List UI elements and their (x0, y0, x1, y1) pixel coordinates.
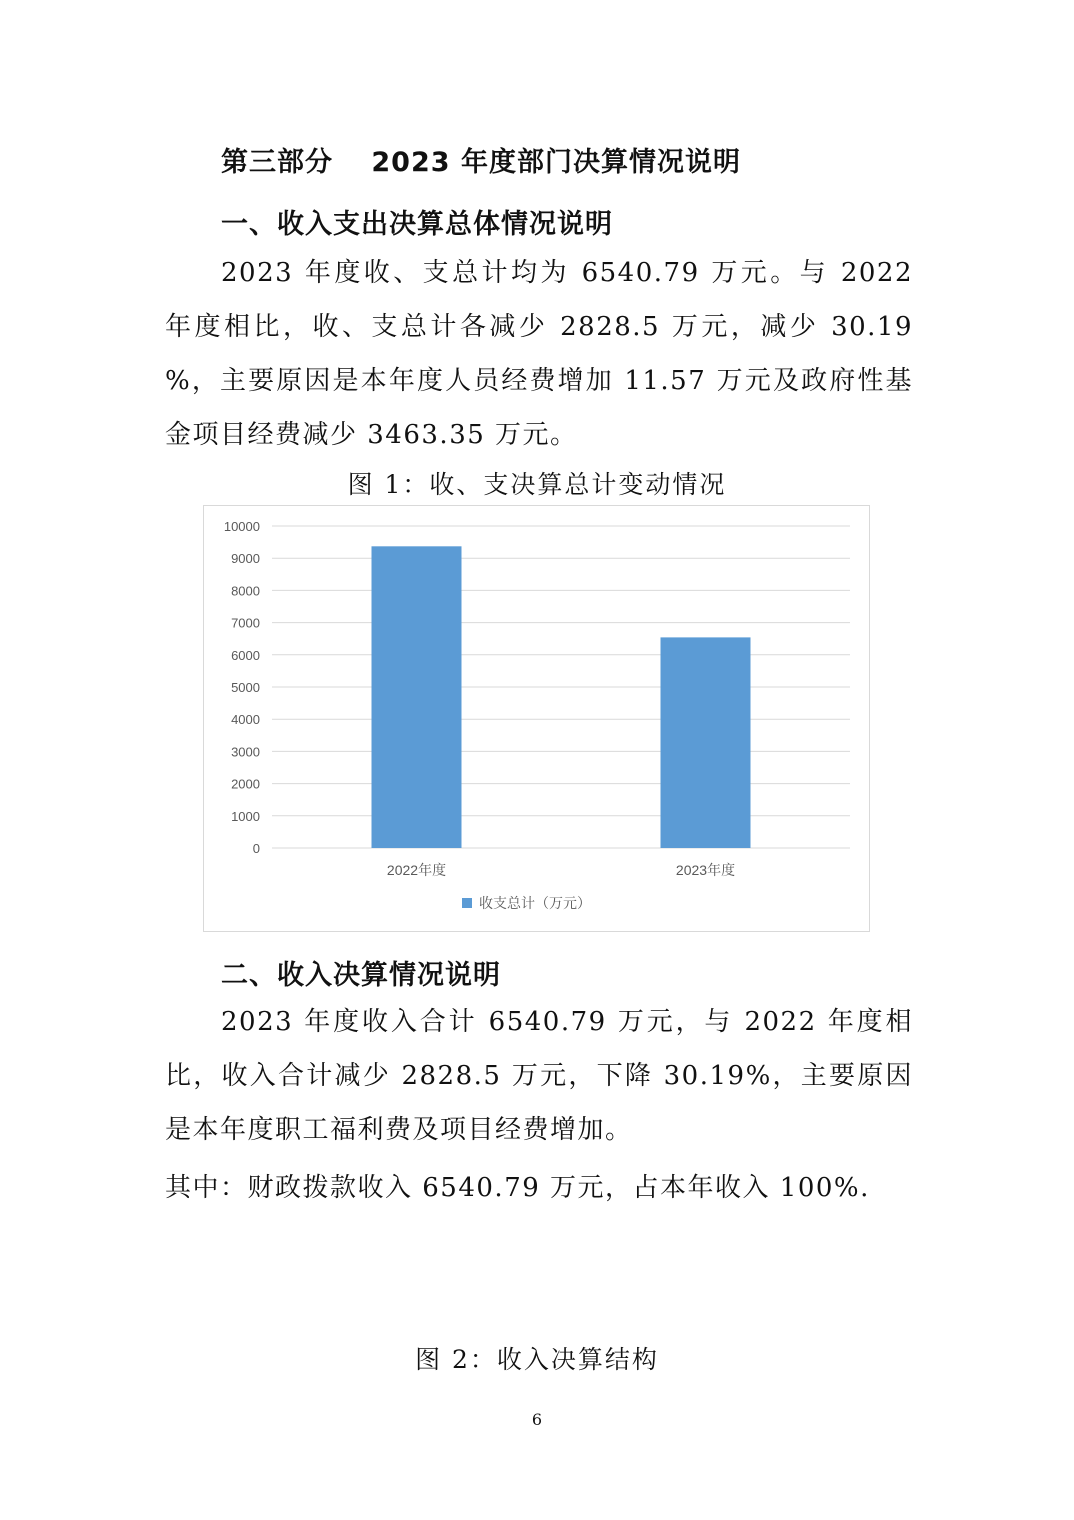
y-tick-label: 5000 (231, 680, 260, 695)
section1-paragraph: 2023 年度收、支总计均为 6540.79 万元。与 2022 年度相比，收、支总计各减少 2828.5 万元，减少 30.19 %，主要原因是本年度人员经费增加 11.57 万元及政府性基金项目经费减少 3463.35 万元。 (165, 258, 913, 450)
x-category-label: 2022年度 (386, 862, 447, 878)
part-heading: 第三部分 2023 年度部门决算情况说明 (221, 147, 741, 178)
legend-label: 收支总计（万元） (479, 895, 591, 911)
bar-2 (661, 637, 751, 848)
y-tick-label: 6000 (231, 647, 260, 663)
y-tick-label: 9000 (231, 551, 260, 567)
section1-title: 一、收入支出决算总体情况说明 (221, 209, 613, 240)
y-tick-label: 2000 (231, 776, 260, 792)
section2-paragraph: 2023 年度收入合计 6540.79 万元，与 2022 年度相比，收入合计减少 2828.5 万元，下降 30.19%，主要原因是本年度职工福利费及项目经费增加。 (165, 1007, 913, 1145)
legend-swatch (462, 898, 472, 908)
section2-note: 其中：财政拨款收入 6540.79 万元，占本年收入 100%. (165, 1173, 870, 1203)
y-tick-label: 8000 (231, 583, 260, 599)
bar-chart-svg (204, 506, 871, 933)
figure1-caption: 图 1：收、支决算总计变动情况 (347, 470, 727, 499)
y-tick-label: 1000 (231, 808, 260, 824)
x-category-label: 2023年度 (675, 862, 736, 878)
y-tick-label: 0 (252, 841, 260, 856)
y-tick-label: 3000 (231, 744, 260, 760)
y-tick-label: 10000 (223, 519, 260, 534)
y-tick-label: 4000 (231, 712, 260, 728)
y-tick-label: 7000 (231, 615, 260, 631)
page-number: 6 (531, 1410, 543, 1429)
bar-1 (372, 546, 462, 848)
figure1-bar-chart (203, 505, 870, 932)
section2-title: 二、收入决算情况说明 (221, 960, 501, 991)
figure2-caption: 图 2：收入决算结构 (415, 1345, 659, 1374)
